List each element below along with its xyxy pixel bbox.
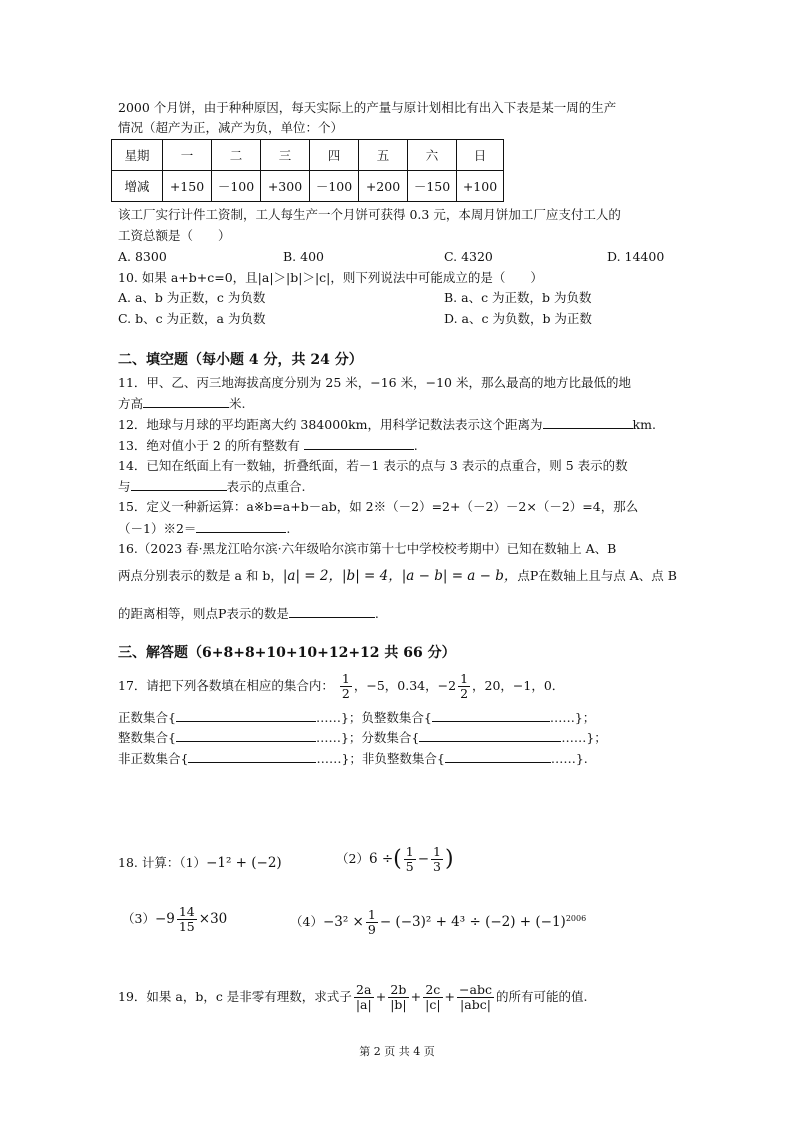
q18-label: 18. 计算：（1）	[118, 855, 207, 870]
set-end: ……}.	[550, 751, 588, 766]
table-cell: 四	[310, 140, 359, 171]
q13-line	[118, 437, 418, 454]
q9-option-c: C. 4320	[444, 249, 493, 264]
q14-text: 与	[118, 479, 131, 494]
intro-line-1: 2000 个月饼，由于种种原因，每天实际上的产量与原计划相比有出入下表是某一周的生产	[118, 100, 617, 115]
set-blank-nonpositive[interactable]	[188, 750, 316, 763]
table-cell: +300	[261, 171, 310, 202]
set-end: ……}；	[549, 710, 596, 725]
q9-option-d: D. 14400	[607, 249, 665, 264]
q16-end: .	[374, 606, 379, 621]
set-label-nonpositive: 非正数集合{	[118, 751, 189, 766]
table-cell: +150	[163, 171, 212, 202]
table-row	[112, 140, 504, 171]
set-row	[118, 709, 595, 726]
q18-line-1	[118, 848, 282, 878]
q9-line-1: 该工厂实行计件工资制，工人每生产一个月饼可获得 0.3 元，本周月饼加工厂应支付工人的	[118, 207, 621, 222]
q19-fraction: $\frac{2a}{|a|}$	[355, 982, 372, 1012]
q16-line-1: 16.（2023 春·黑龙江哈尔滨·六年级哈尔滨市第十七中学校校考期中）已知在数轴上 A、B	[118, 541, 617, 556]
q9-option-b: B. 400	[283, 249, 324, 264]
table-cell: 三	[261, 140, 310, 171]
table-cell: －150	[408, 171, 457, 202]
q10-option-a: A. a、b 为正数，c 为负数	[118, 290, 266, 305]
q18-expr-4-pre: −3² ×	[322, 914, 364, 931]
q10-option-c: C. b、c 为正数，a 为负数	[118, 311, 266, 326]
right-paren: )	[444, 846, 454, 872]
q10-option-d: D. a、c 为负数，b 为正数	[444, 311, 592, 326]
set-blank-positive[interactable]	[176, 709, 316, 722]
q13-end: .	[413, 438, 418, 453]
table-cell: 二	[212, 140, 261, 171]
production-table	[111, 139, 504, 202]
q17-mixed-whole: −2	[437, 678, 457, 693]
table-cell: +200	[359, 171, 408, 202]
q10-option-b: B. a、c 为正数，b 为负数	[444, 290, 592, 305]
q18-fraction: $\frac{1}{9}$	[367, 907, 376, 938]
table-head-cell: 星期	[112, 140, 163, 171]
q19-line: 19．如果 a，b，c 是非零有理数，求式子 $\frac{2a}{|a|}$ + $\frac{2b}{|b|}$ + $\frac{2c}{|c|}$ + $\frac{\text{−abc}}{\text{|abc|}}$ 的所有可能的值.	[118, 982, 588, 1012]
q15-text: （－1）※2＝	[118, 521, 197, 536]
q18-fraction: $\frac{14}{15}$	[178, 904, 195, 934]
q17-fraction-mixed: $\frac{1}{2}$	[460, 671, 469, 701]
left-paren: (	[393, 846, 402, 872]
q18-expr-1: −1² + (−2)	[206, 855, 282, 871]
q16-math: |a| = 2，|b| = 4，|a − b| = a − b，	[282, 568, 518, 584]
set-row	[118, 729, 607, 746]
q13-answer-blank[interactable]	[304, 437, 414, 450]
page-footer: 第 2 页 共 4 页	[359, 1045, 435, 1058]
q9-option-a: A. 8300	[118, 249, 167, 264]
q15-answer-blank[interactable]	[196, 520, 286, 533]
table-row	[112, 171, 504, 202]
set-label-positive: 正数集合{	[118, 710, 176, 725]
q18-exponent: 2006	[565, 914, 587, 923]
table-cell: －100	[310, 171, 359, 202]
table-cell: 日	[457, 140, 504, 171]
q16-line-2	[118, 568, 677, 584]
table-head-cell: 增减	[112, 171, 163, 202]
q17-numbers-2: ，20，−1，0．	[472, 678, 565, 693]
q19-fraction: $\frac{\text{−abc}}{\text{|abc|}}$	[459, 982, 492, 1012]
q16-text-3: 的距离相等，则点P表示的数是	[118, 606, 289, 621]
q12-line	[118, 416, 656, 433]
q18-part-4	[290, 904, 586, 937]
q12-text: 12．地球与月球的平均距离大约 384000km，用科学记数法表示这个距离为	[118, 417, 543, 432]
table-cell: －100	[212, 171, 261, 202]
q19-fraction: $\frac{2b}{|b|}$	[390, 982, 407, 1012]
intro-line-2: 情况（超产为正，减产为负，单位：个）	[118, 120, 344, 135]
q17-numbers: ，−5，0.34，	[353, 678, 438, 693]
q11-line-1: 11．甲、乙、丙三地海拔高度分别为 25 米，−16 米，−10 米，那么最高的地方比最低的地	[118, 375, 631, 390]
q18-label-2: （2）	[336, 851, 369, 866]
q18-expr-4-post: − (−3)² + 4³ ÷ (−2) + (−1)	[379, 914, 566, 931]
set-blank-integer[interactable]	[176, 729, 316, 742]
q17-text: 17．请把下列各数填在相应的集合内：	[118, 678, 334, 693]
q10-stem: 10. 如果 a+b+c=0，且|a|＞|b|＞|c|，则下列说法中可能成立的是（ ）	[118, 270, 543, 285]
q18-expr-3-pre: −9	[154, 911, 175, 927]
q14-line-1: 14．已知在纸面上有一数轴，折叠纸面，若－1 表示的点与 3 表示的点重合，则 5 表示的数	[118, 458, 628, 473]
q17-fraction-half: $\frac{1}{2}$	[341, 671, 350, 701]
set-label-neg-int: ……}；负整数集合{	[315, 710, 432, 725]
q18-part-3	[122, 904, 227, 934]
set-blank-fraction[interactable]	[419, 729, 561, 742]
set-blank-nonneg-int[interactable]	[445, 750, 551, 763]
q18-label-3: （3）	[122, 911, 155, 926]
q18-label-4: （4）	[290, 914, 323, 930]
set-label-fraction: ……}；分数集合{	[315, 730, 420, 745]
set-label-nonneg-int: ……}；非负整数集合{	[316, 751, 445, 766]
q19-text: 19．如果 a，b，c 是非零有理数，求式子	[118, 989, 352, 1004]
section-2-title: 二、填空题（每小题 4 分，共 24 分）	[118, 352, 363, 368]
set-row	[118, 750, 588, 767]
q18-part-2	[336, 844, 454, 875]
q11-unit: 米.	[229, 396, 246, 411]
minus-sign: −	[417, 851, 430, 867]
q16-answer-blank[interactable]	[289, 605, 375, 618]
q18-expr-3-post: ×30	[198, 911, 228, 927]
q15-line-2	[118, 520, 290, 537]
q11-text: 方高	[118, 396, 144, 411]
q16-line-3	[118, 605, 379, 622]
set-label-integer: 整数集合{	[118, 730, 176, 745]
q11-line-2	[118, 395, 246, 412]
q12-unit: km.	[632, 417, 656, 432]
q9-line-2: 工资总额是（ ）	[118, 228, 231, 243]
set-blank-neg-int[interactable]	[432, 709, 550, 722]
q15-end: .	[286, 521, 291, 536]
q14-line-2	[118, 478, 306, 495]
q14-end: 表示的点重合.	[226, 479, 306, 494]
section-3-title: 三、解答题（6+8+8+10+10+12+12 共 66 分）	[118, 645, 456, 661]
q19-fraction: $\frac{2c}{|c|}$	[425, 982, 441, 1012]
table-cell: 六	[408, 140, 457, 171]
q19-text-end: 的所有可能的值.	[495, 989, 588, 1004]
q14-answer-blank[interactable]	[131, 478, 227, 491]
q13-text: 13．绝对值小于 2 的所有整数有	[118, 438, 300, 453]
q12-answer-blank[interactable]	[543, 416, 633, 429]
q16-text: 两点分别表示的数是 a 和 b，	[118, 568, 283, 583]
q17-line	[118, 672, 564, 701]
q18-expr-2-pre: 6 ÷	[368, 851, 394, 867]
q11-answer-blank[interactable]	[143, 395, 229, 408]
q16-text-2: 点P在数轴上且与点 A、点 B	[517, 568, 677, 583]
table-cell: +100	[457, 171, 504, 202]
q15-line-1: 15．定义一种新运算：a※b=a+b－ab，如 2※（－2）=2+（－2）－2×（－2）=4，那么	[118, 499, 639, 514]
table-cell: 一	[163, 140, 212, 171]
set-end: ……}；	[561, 730, 607, 745]
q18-fraction: $\frac{1}{3}$	[433, 844, 441, 874]
table-cell: 五	[359, 140, 408, 171]
q18-fraction: $\frac{1}{5}$	[405, 844, 414, 874]
